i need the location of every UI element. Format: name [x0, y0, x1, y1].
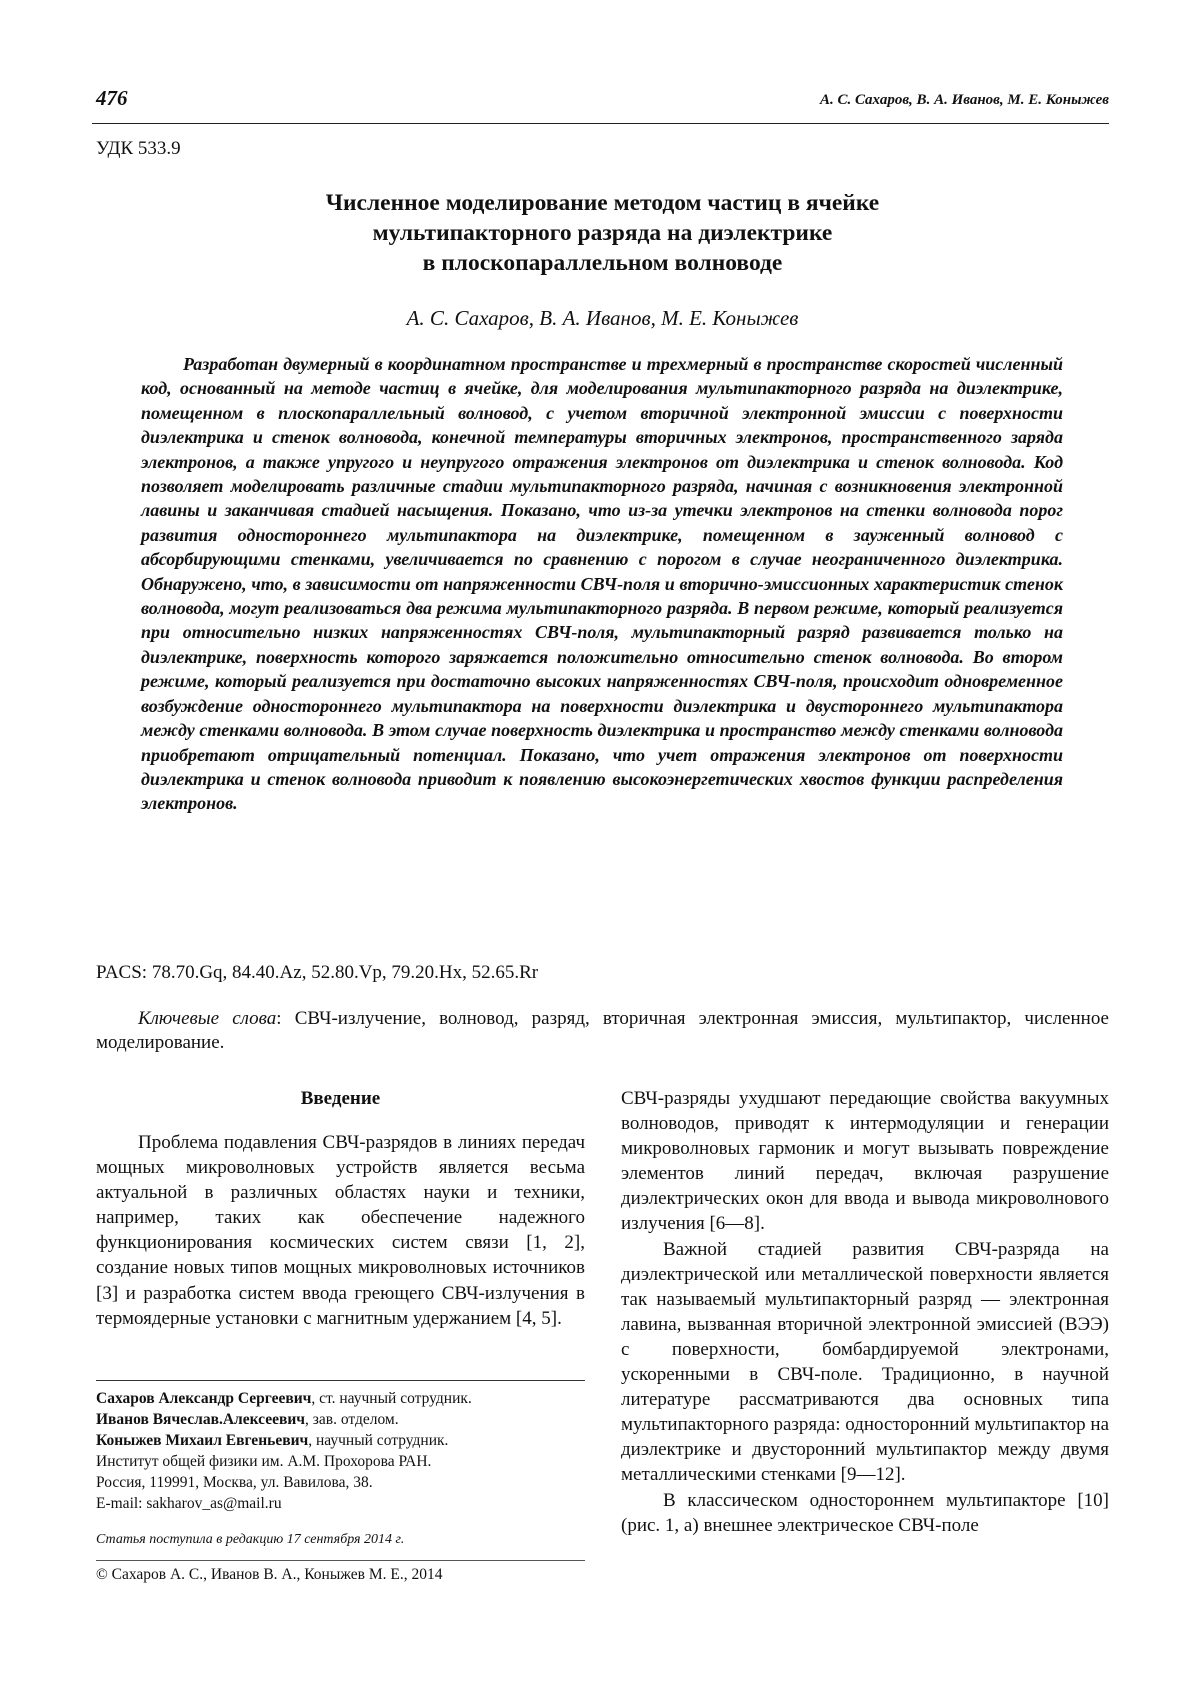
title-line: мультипакторного разряда на диэлектрике	[372, 220, 833, 246]
footnote-rule	[96, 1380, 585, 1381]
section-heading-intro: Введение	[300, 1088, 381, 1109]
keywords-label: Ключевые слова	[138, 1008, 277, 1029]
keywords	[96, 1007, 1109, 1055]
received-rule	[96, 1560, 585, 1561]
author-name: Коныжев Михаил Евгеньевич	[96, 1432, 309, 1449]
running-header-authors: А. С. Сахаров, В. А. Иванов, М. Е. Коныжев	[819, 92, 1109, 108]
author-role: , научный сотрудник.	[308, 1432, 449, 1449]
author-role: , ст. научный сотрудник.	[311, 1390, 472, 1407]
author-name: Иванов Вячеслав.Алексеевич	[96, 1411, 306, 1428]
body-paragraph: В классическом одностороннем мультипакторе [10] (рис. 1, а) внешнее электрическое СВЧ-поле	[621, 1489, 1109, 1536]
footnote-institute: Институт общей физики им. А.М. Прохорова РАН.	[96, 1453, 432, 1470]
footnote-address: Россия, 119991, Москва, ул. Вавилова, 38.	[96, 1474, 373, 1491]
page-number: 476	[96, 86, 128, 110]
article-authors: А. С. Сахаров, В. А. Иванов, М. Е. Коныжев	[406, 306, 799, 330]
pacs-codes: PACS: 78.70.Gq, 84.40.Az, 52.80.Vp, 79.20.Hx, 52.65.Rr	[96, 962, 539, 983]
copyright: © Сахаров А. С., Иванов В. А., Коныжев М. Е., 2014	[96, 1566, 443, 1583]
keywords-text: : СВЧ-излучение, волновод, разряд, вторичная электронная эмиссия, мультипактор, численное моделирование.	[96, 1008, 1109, 1053]
received-date: Статья поступила в редакцию 17 сентября 2014 г.	[96, 1532, 405, 1547]
footnote-author-line	[96, 1430, 585, 1451]
body-paragraph: Важной стадией развития СВЧ-разряда на диэлектрической или металлической поверхности является так называемый мультипакторный разряд — электронная лавина, вызванная вторичной электронной эмиссией (ВЭЭ) с поверхности, бомбардируемой электронами, ускоренными в СВЧ-поле. Традиционно, в научной литературе рассматриваются два основных типа мультипакторного разряда: односторонний мультипактор на диэлектрике и двусторонний мультипактор между двумя металлическими стенками [9—12].	[621, 1238, 1109, 1486]
author-role: , зав. отделом.	[305, 1411, 399, 1428]
author-footnote	[96, 1388, 585, 1514]
title-line: Численное моделирование методом частиц в ячейке	[325, 190, 880, 216]
right-column	[621, 1086, 1109, 1538]
footnote-email: E-mail: sakharov_as@mail.ru	[96, 1495, 282, 1512]
footnote-author-line	[96, 1388, 585, 1409]
abstract: Разработан двумерный в координатном пространстве и трехмерный в пространстве скоростей численный код, основанный на методе частиц в ячейке, для моделирования мультипакторного разряда на диэлектрике, помещенном в плоскопараллельный волновод, с учетом вторичной электронной эмиссии с поверхности диэлектрика и стенок волновода, конечной температуры вторичных электронов, пространственного заряда электронов, а также упругого и неупругого отражения электронов от диэлектрика и стенок волновода. Код позволяет моделировать различные стадии мультипакторного разряда, начиная с возникновения электронной лавины и заканчивая стадией насыщения. Показано, что из-за утечки электронов на стенки волновода порог развития одностороннего мультипактора на диэлектрике, помещенном в зауженный волновод с абсорбирующими стенками, увеличивается по сравнению с порогом в случае неограниченного диэлектрика. Обнаружено, что, в зависимости от напряженности СВЧ-поля и вторично-эмиссионных характеристик стенок волновода, могут реализоваться два режима мультипакторного разряда. В первом режиме, который реализуется при относительно низких напряженностях СВЧ-поля, мультипакторный разряд развивается только на диэлектрике, поверхность которого заряжается положительно относительно стенок волновода. Во втором режиме, который реализуется при достаточно высоких напряженностях СВЧ-поля, происходит одновременное возбуждение одностороннего мультипактора на поверхности диэлектрика и двустороннего мультипактора между стенками волновода. В этом случае поверхность диэлектрика и пространство между стенками волновода приобретают отрицательный потенциал. Показано, что учет отражения электронов от поверхности диэлектрика и стенок волновода приводит к появлению высокоэнергетических хвостов функции распределения электронов.	[141, 354, 1063, 814]
udk-code: УДК 533.9	[96, 138, 181, 159]
body-paragraph: СВЧ-разряды ухудшают передающие свойства вакуумных волноводов, приводят к интермодуляции и генерации микроволновых гармоник и могут вызывать повреждение элементов линий передач, включая разрушение диэлектрических окон для ввода и вывода микроволнового излучения [6—8].	[621, 1088, 1109, 1235]
intro-paragraph: Проблема подавления СВЧ-разрядов в линиях передач мощных микроволновых устройств является весьма актуальной в различных областях науки и техники, например, таких как обеспечение надежного функционирования космических систем связи [1, 2], создание новых типов мощных микроволновых источников [3] и разработка систем ввода греющего СВЧ-излучения в термоядерные установки с магнитным удержанием [4, 5].	[96, 1132, 585, 1329]
header-rule	[92, 123, 1109, 124]
article-title	[96, 188, 1109, 278]
footnote-author-line	[96, 1409, 585, 1430]
left-column	[96, 1088, 585, 1331]
title-line: в плоскопараллельном волноводе	[422, 250, 783, 276]
author-name: Сахаров Александр Сергеевич	[96, 1390, 312, 1407]
